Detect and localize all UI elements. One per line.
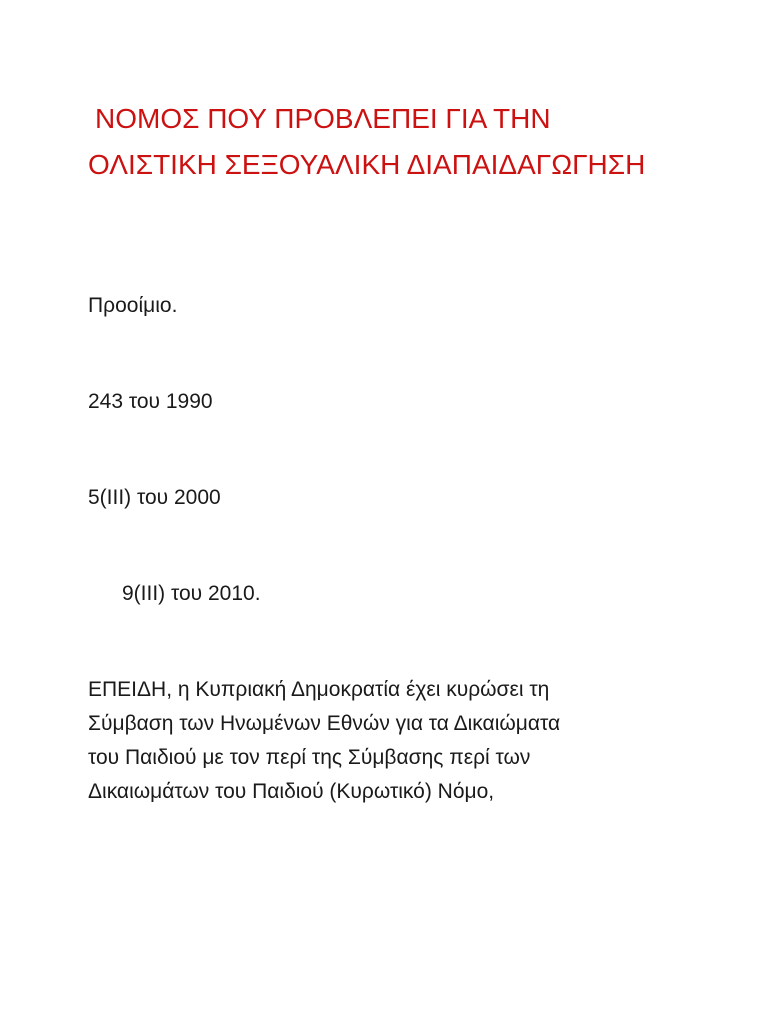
preamble-heading: Προοίμιο. (88, 294, 178, 317)
title-line: ΝΟΜΟΣ ΠΟΥ ΠΡΟΒΛΕΠΕΙ ΓΙΑ ΤΗΝ (95, 103, 551, 134)
law-reference: 9(ΙΙΙ) του 2010. (122, 582, 261, 605)
whereas-paragraph (88, 673, 748, 809)
paragraph-line: Δικαιωμάτων του Παιδιού (Κυρωτικό) Νόμο, (88, 780, 495, 803)
document-title (88, 96, 748, 188)
paragraph-line: Σύμβαση των Ηνωμένων Εθνών για τα Δικαιώματα (88, 712, 561, 735)
law-reference: 243 του 1990 (88, 390, 213, 413)
title-line: ΟΛΙΣΤΙΚΗ ΣΕΞΟΥΑΛΙΚΗ ΔΙΑΠΑΙΔΑΓΩΓΗΣΗ (88, 149, 646, 180)
paragraph-line: του Παιδιού με τον περί της Σύμβασης περί των (88, 746, 531, 769)
law-reference: 5(ΙΙΙ) του 2000 (88, 486, 221, 509)
paragraph-line: ΕΠΕΙΔΗ, η Κυπριακή Δημοκρατία έχει κυρώσει τη (88, 678, 550, 701)
